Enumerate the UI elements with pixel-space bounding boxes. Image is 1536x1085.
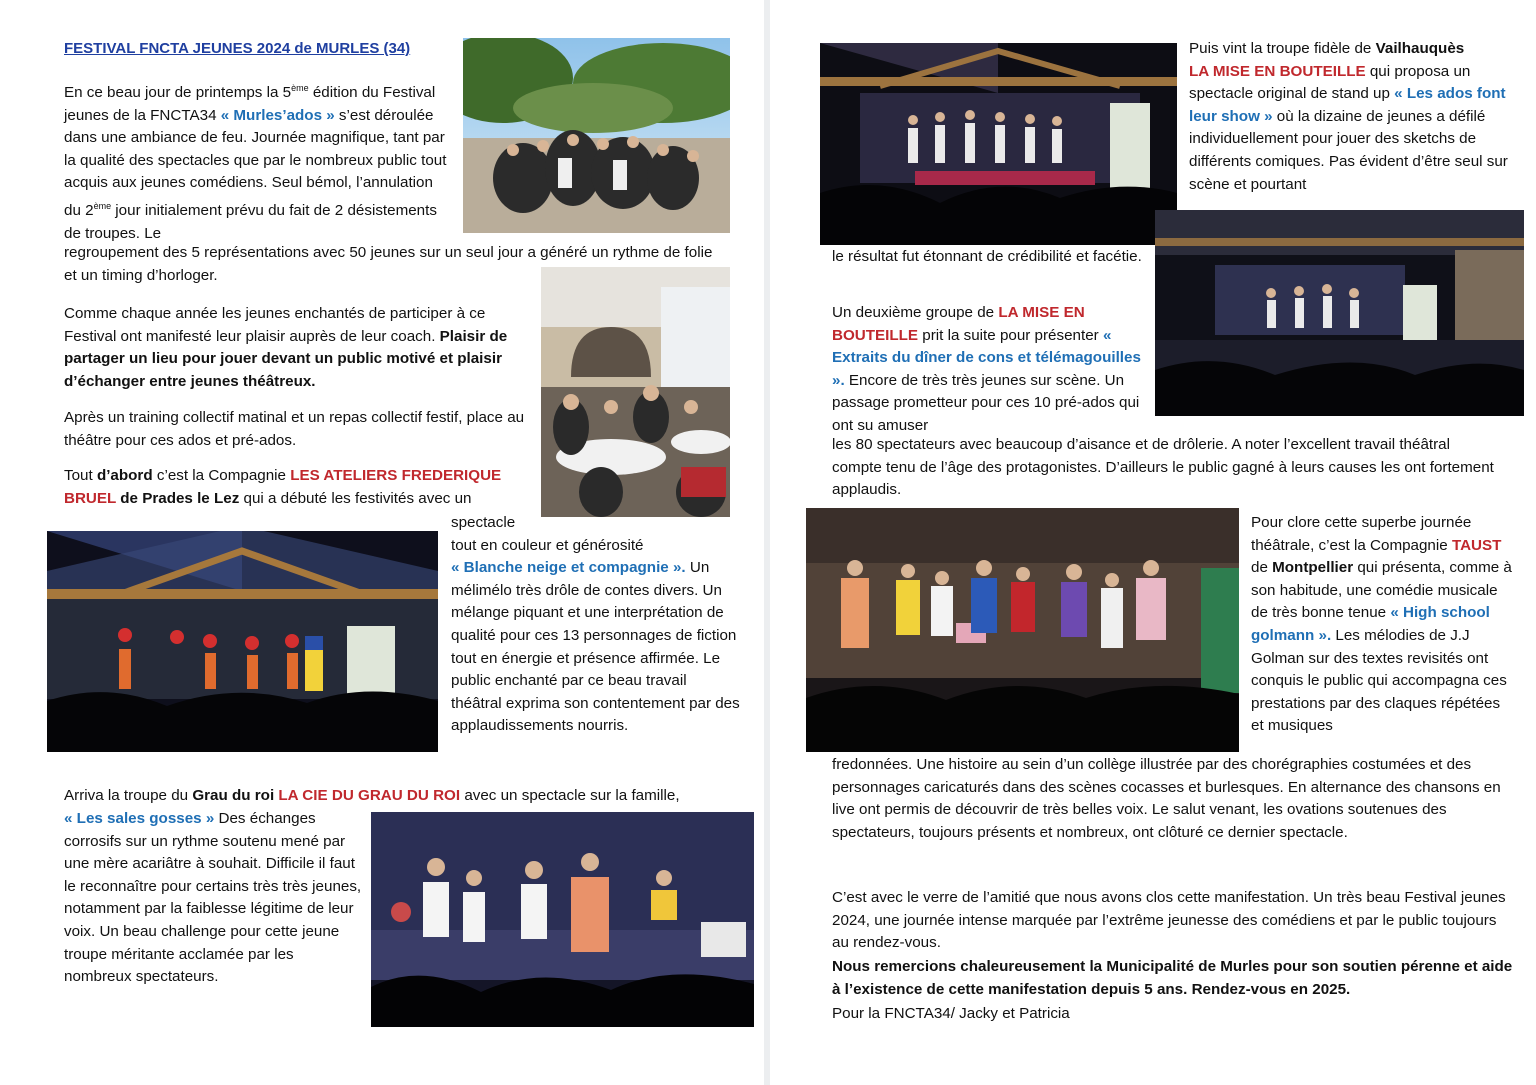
paragraph-grau-du-roi-intro: Arriva la troupe du Grau du roi LA CIE DU GRAU DU ROI avec un spectacle sur la famille, [64, 787, 680, 804]
signature: Pour la FNCTA34/ Jacky et Patricia [832, 1005, 1070, 1022]
paragraph-blanche-neige: spectacle tout en couleur et générosité « Blanche neige et compagnie ». Un mélimélo très drôle de contes divers. Un mélange piquant et une interprétation de qualité pour ces 13 personnages de fiction tout en énergie et présence affirmée. Le public enchanté par ce beau travail théâtral exprima son contentement par des applaudissements nourris. [451, 514, 740, 735]
photo-collective-meal [541, 267, 730, 517]
right-page [770, 0, 1536, 1085]
intro-continued: regroupement des 5 représentations avec 50 jeunes sur un seul jour a généré un rythme de folie et un timing d’horloger. [64, 244, 713, 284]
paragraph-training: Après un training collectif matinal et un repas collectif festif, place au théâtre pour ces ados et pré-ados. [64, 409, 525, 449]
paragraph-mise-en-bouteille-1-end: le résultat fut étonnant de crédibilité et facétie. [832, 248, 1142, 265]
photo-stand-up-show [820, 43, 1177, 245]
paragraph-mise-en-bouteille-2-end: les 80 spectateurs avec beaucoup d’aisance et de drôlerie. A noter l’excellent travail théâtral compte tenu de l’âge des protagonistes. D’ailleurs le public gagné à leurs causes les ont fortement applaudis. [832, 436, 1494, 499]
paragraph-mise-en-bouteille-1: Puis vint la troupe fidèle de Vailhauquès LA MISE EN BOUTEILLE qui proposa un spectacle original de stand up « Les ados font leur show » où la dizaine de jeunes a défilé individuellement pour jouer des sketchs de différents comiques. Pas évident d’être seul sur scène et pourtant [1189, 40, 1508, 193]
paragraph-mise-en-bouteille-2: Un deuxième groupe de LA MISE EN BOUTEILLE prit la suite pour présenter « Extraits du dîner de cons et télémagouilles ». Encore de très très jeunes sur scène. Un passage prometteur pour ces 10 pré-ados qui ont su amuser [832, 304, 1141, 434]
photo-blanche-neige [47, 531, 438, 752]
paragraph-sales-gosses: « Les sales gosses » Des échanges corrosifs sur un rythme soutenu mené par une mère acariâtre à souhait. Difficile il faut le reconnaître pour certains très très jeunes, notamment par la faiblesse légitime de leur voix. Un beau challenge pour cette jeune troupe méritante acclamée par les nombreux spectateurs. [64, 810, 362, 986]
paragraph-thanks: Nous remercions chaleureusement la Municipalité de Murles pour son soutien pérenne et aide à l’existence de cette manifestation depuis 5 ans. Rendez-vous en 2025. [832, 958, 1513, 998]
left-page [0, 0, 764, 1085]
paragraph-coach: Comme chaque année les jeunes enchantés de participer à ce Festival ont manifesté leur plaisir auprès de leur coach. Plaisir de partager un lieu pour jouer devant un public motivé et plaisir d’échanger entre jeunes théâtreux. [64, 305, 508, 390]
photo-sales-gosses [371, 812, 754, 1027]
paragraph-closing: C’est avec le verre de l’amitié que nous avons clos cette manifestation. Un très beau Festival jeunes 2024, une journée intense marquée par l’extrême jeunesse des comédiens et par le public toujours au rendez-vous. [832, 889, 1506, 952]
intro-paragraph: En ce beau jour de printemps la 5ème édition du Festival jeunes de la FNCTA34 « Murles’ados » s’est déroulée dans une ambiance de feu. Journée magnifique, tant par la qualité des spectacles que par le nombreux public tout acquis aux jeunes comédiens. Seul bémol, l’annulation du 2ème jour initialement prévu du fait de 2 désistements de troupes. Le [64, 83, 447, 242]
photo-outdoor-crowd [463, 38, 730, 233]
paragraph-taust: Pour clore cette superbe journée théâtrale, c’est la Compagnie TAUST de Montpellier qui présenta, comme à son habitude, une comédie musicale de très bonne tenue « High school golmann ». Les mélodies de J.J Golman sur des textes revisités ont conquis le public qui accompagna ces prestations par des claques répétées et musiques [1251, 514, 1512, 735]
paragraph-taust-end: fredonnées. Une histoire au sein d’un collège illustrée par des chorégraphies costumées et des personnages caricaturés dans des scènes cocasses et burlesques. En alternance des chansons en live ont permis de découvrir de très belles voix. Le salut venant, les ovations soutenues des spectateurs, toujours présents et nombreux, ont clôturé ce dernier spectacle. [832, 756, 1501, 841]
photo-diner-de-cons [1155, 210, 1524, 416]
photo-high-school-golmann [806, 508, 1239, 752]
paragraph-bruel: Tout d’abord c’est la Compagnie LES ATELIERS FREDERIQUE BRUEL de Prades le Lez qui a débuté les festivités avec un [64, 467, 502, 507]
article-title: FESTIVAL FNCTA JEUNES 2024 de MURLES (34) [64, 40, 411, 57]
